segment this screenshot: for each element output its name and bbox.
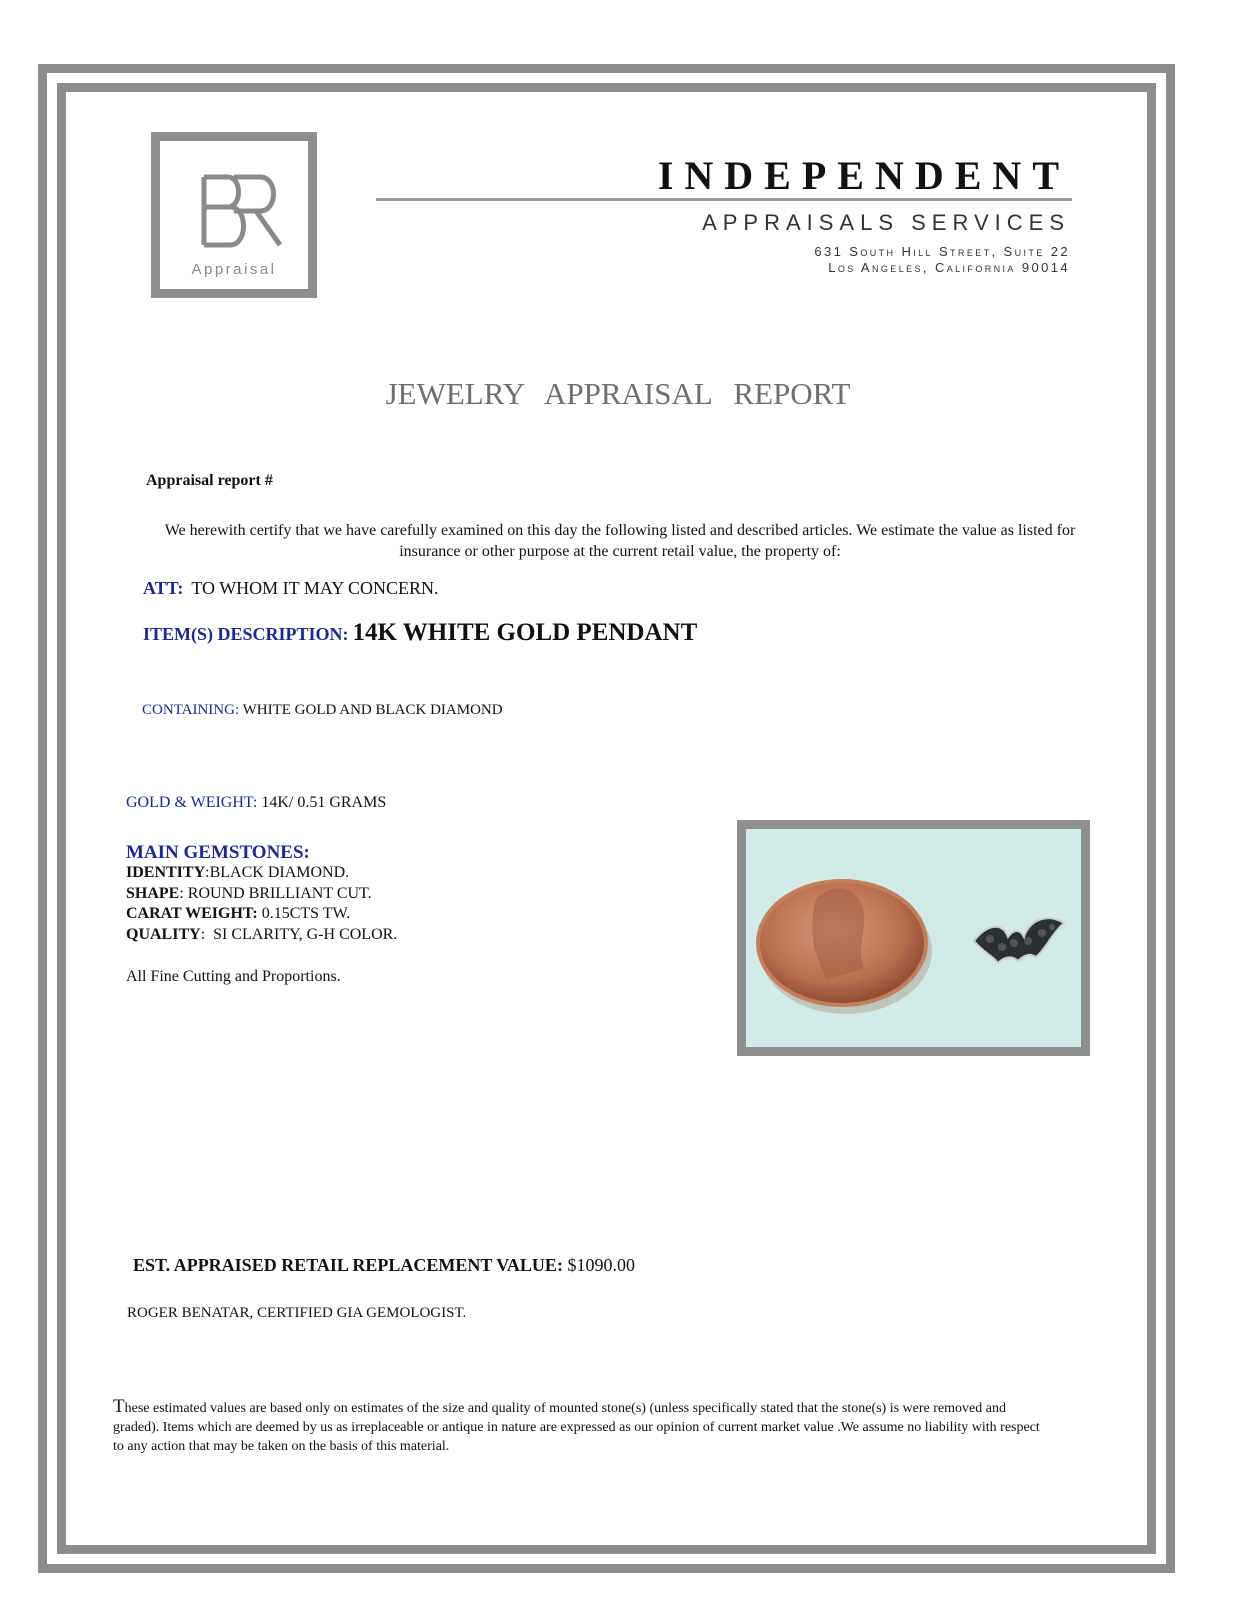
company-subtitle: APPRAISALS SERVICES <box>702 210 1070 235</box>
att-value: TO WHOM IT MAY CONCERN. <box>191 578 439 598</box>
item-description-value: 14K WHITE GOLD PENDANT <box>352 619 698 646</box>
report-title: JEWELRY APPRAISAL REPORT <box>385 376 851 411</box>
gem-shape-label: SHAPE <box>126 885 180 902</box>
item-description-field <box>143 619 697 647</box>
company-name: INDEPENDENT <box>657 153 1070 198</box>
heading-rule <box>376 198 1072 201</box>
disclaimer-body: hese estimated values are based only on estimates of the size and quality of mounted stone(s) (unless specifically stated that the stone(s) is were removed and graded). Items which are deemed by us as irreplaceable or antique in nature are expressed as our opinion of current market value .We assume no liability with respect to any action that may be taken on the basis of this material. <box>113 1401 1040 1454</box>
disclaimer-text <box>113 1397 1043 1456</box>
containing-label: CONTAINING: <box>142 702 240 718</box>
estimated-value-field <box>133 1255 635 1276</box>
pendant-photo <box>737 820 1090 1056</box>
gem-quality-row <box>126 926 397 944</box>
appraisal-logo <box>151 132 317 298</box>
gem-shape-value: : ROUND BRILLIANT CUT. <box>179 885 372 902</box>
inner-border-frame <box>57 83 1156 1554</box>
br-monogram-logo <box>190 169 288 253</box>
report-number-label: Appraisal report # <box>146 472 273 489</box>
gem-identity-value: :BLACK DIAMOND. <box>205 864 350 881</box>
certification-text: We herewith certify that we have carefully examined on this day the following listed and described articles. We estimate the value as listed for insurance or other purpose at the current retail value, the property of: <box>164 522 1076 560</box>
att-label: ATT: <box>143 578 184 598</box>
containing-value: WHITE GOLD AND BLACK DIAMOND <box>242 702 503 718</box>
company-address-line2: Los Angeles, California 90014 <box>828 260 1070 275</box>
gem-carat-value: 0.15CTS TW. <box>257 905 351 922</box>
att-field <box>143 578 439 599</box>
gem-quality-label: QUALITY <box>126 926 201 943</box>
pendant-coin-illustration <box>746 829 1081 1047</box>
gem-identity-row <box>126 864 349 882</box>
logo-caption: Appraisal <box>191 261 277 278</box>
main-gemstones-title: MAIN GEMSTONES: <box>126 842 310 863</box>
item-description-label: ITEM(S) DESCRIPTION: <box>143 624 349 644</box>
gem-quality-value: : SI CLARITY, G-H COLOR. <box>200 926 398 943</box>
gem-carat-row <box>126 905 350 923</box>
gem-identity-label: IDENTITY <box>126 864 206 881</box>
gem-carat-label: CARAT WEIGHT: <box>126 905 258 922</box>
estimated-value-label: EST. APPRAISED RETAIL REPLACEMENT VALUE: <box>133 1255 563 1275</box>
containing-field <box>142 702 503 719</box>
disclaimer-initial: T <box>113 1396 125 1417</box>
gold-weight-value: 14K/ 0.51 GRAMS <box>261 794 387 811</box>
estimated-value-amount: $1090.00 <box>567 1255 635 1275</box>
gemologist-signature-line: ROGER BENATAR, CERTIFIED GIA GEMOLOGIST. <box>127 1305 467 1321</box>
gold-weight-field <box>126 794 386 812</box>
cutting-note: All Fine Cutting and Proportions. <box>126 968 341 985</box>
gem-shape-row <box>126 885 372 903</box>
gold-weight-label: GOLD & WEIGHT: <box>126 794 258 811</box>
company-address-line1: 631 South Hill Street, Suite 22 <box>814 244 1070 259</box>
